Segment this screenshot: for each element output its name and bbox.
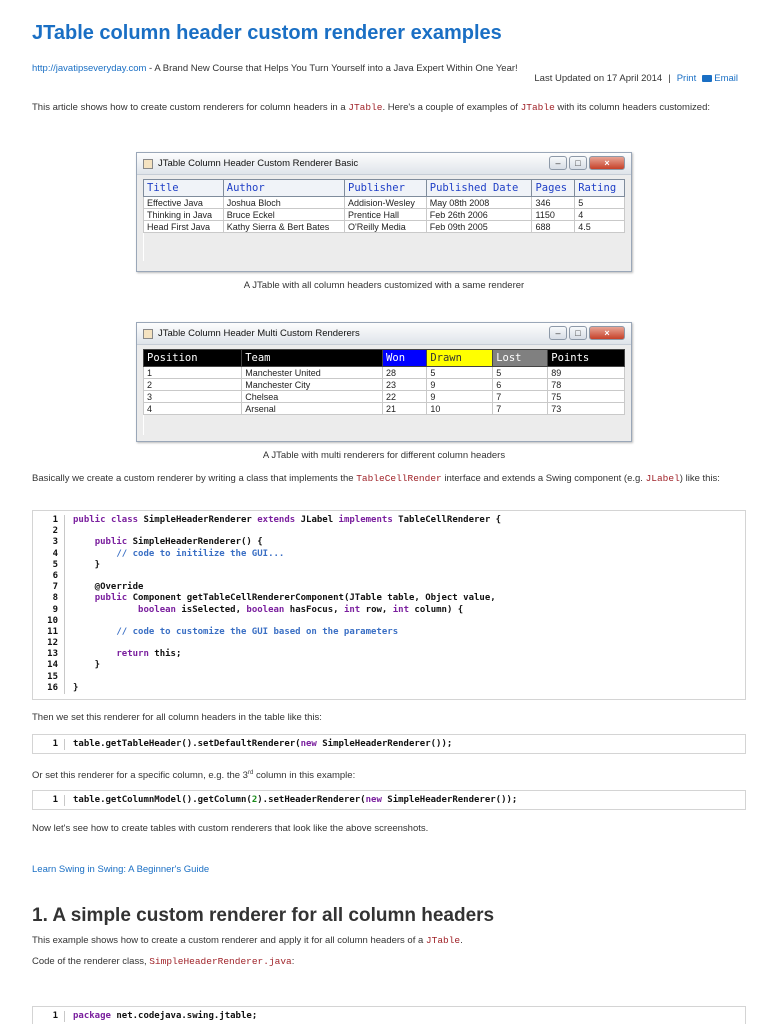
table-cell[interactable]: 4 (575, 209, 625, 221)
inline-code: JLabel (645, 473, 680, 484)
paragraph-renderer-intro: Basically we create a custom renderer by writing a class that implements the TableCellRender interface and extends a Swing component (e.g. JLabel) like this: (32, 473, 720, 484)
table-cell[interactable]: 3 (144, 391, 242, 403)
code-line: // code to customize the GUI based on the parameters (73, 626, 399, 637)
close-button[interactable]: × (589, 326, 625, 340)
code-line-row (33, 537, 745, 548)
table-cell[interactable]: Prentice Hall (345, 209, 427, 221)
table-cell[interactable]: 5 (427, 367, 493, 379)
inline-code: TableCellRender (356, 473, 442, 484)
table-cell[interactable]: 89 (548, 367, 625, 379)
window-title: JTable Column Header Multi Custom Renderers (158, 328, 360, 339)
table-cell[interactable]: 9 (427, 391, 493, 403)
code-line-row (33, 683, 745, 694)
table-header-row (144, 180, 625, 197)
table-cell[interactable]: Thinking in Java (144, 209, 224, 221)
window-title-bar (137, 323, 631, 345)
table-row[interactable] (144, 221, 625, 233)
inline-code: JTable (520, 102, 555, 113)
table-cell[interactable]: Effective Java (144, 197, 224, 209)
code-line-row (33, 616, 745, 627)
jtable-multi[interactable] (143, 349, 625, 435)
code-line-row (33, 649, 745, 660)
table-cell[interactable]: 28 (383, 367, 427, 379)
line-number: 15 (33, 672, 65, 683)
minimize-button[interactable]: – (549, 156, 567, 170)
code-line (65, 672, 73, 683)
code-line-row (33, 582, 745, 593)
swing-window-basic (136, 152, 632, 272)
table-cell[interactable]: 1 (144, 367, 242, 379)
column-header[interactable]: Team (242, 350, 383, 367)
table-cell[interactable]: 22 (383, 391, 427, 403)
maximize-button[interactable]: □ (569, 156, 587, 170)
window-title: JTable Column Header Custom Renderer Basic (158, 158, 359, 169)
table-cell[interactable]: 4 (144, 403, 242, 415)
column-header[interactable]: Lost (493, 350, 548, 367)
inline-code: JTable (348, 102, 383, 113)
table-cell[interactable]: Head First Java (144, 221, 224, 233)
table-cell[interactable]: May 08th 2008 (426, 197, 532, 209)
table-row[interactable] (144, 197, 625, 209)
table-cell[interactable]: Arsenal (242, 403, 383, 415)
line-number: 13 (33, 649, 65, 660)
table-header-row (144, 350, 625, 367)
column-header[interactable]: Position (144, 350, 242, 367)
code-block-column-renderer: 1 table.getColumnModel().getColumn(2).setHeaderRenderer(new SimpleHeaderRenderer()); (32, 790, 746, 810)
code-line: public SimpleHeaderRenderer() { (94, 537, 263, 548)
column-header[interactable]: Drawn (427, 350, 493, 367)
table-cell[interactable]: 346 (532, 197, 575, 209)
table-empty-area (144, 233, 625, 261)
table-cell[interactable]: 4.5 (575, 221, 625, 233)
code-line-row (33, 672, 745, 683)
table-cell[interactable]: 6 (493, 379, 548, 391)
line-number: 10 (33, 616, 65, 627)
inline-code: SimpleHeaderRenderer.java (149, 956, 292, 967)
line-number: 12 (33, 638, 65, 649)
table-cell[interactable]: 7 (493, 403, 548, 415)
table-cell[interactable]: Kathy Sierra & Bert Bates (223, 221, 344, 233)
code-line: return this; (116, 649, 182, 660)
code-line: table.getTableHeader().setDefaultRenderer(new SimpleHeaderRenderer()); (73, 739, 453, 749)
email-link[interactable] (702, 73, 738, 84)
column-header[interactable]: Won (383, 350, 427, 367)
promo-text: - A Brand New Course that Helps You Turn Yourself into a Java Expert Within One Year! (146, 63, 518, 74)
line-number: 9 (33, 605, 65, 616)
table-cell[interactable]: 688 (532, 221, 575, 233)
line-number: 6 (33, 571, 65, 582)
table-empty-cell (144, 415, 625, 435)
code-line: boolean isSelected, boolean hasFocus, int row, int column) { (138, 604, 464, 615)
table-cell[interactable]: O'Reilly Media (345, 221, 427, 233)
table-cell[interactable]: 23 (383, 379, 427, 391)
code-line: } (73, 682, 79, 693)
column-header[interactable]: Publisher (345, 180, 427, 197)
code-line-row (33, 605, 745, 616)
line-number: 16 (33, 683, 65, 694)
table-cell[interactable]: 10 (427, 403, 493, 415)
table-cell[interactable]: 75 (548, 391, 625, 403)
table-cell[interactable]: Manchester United (242, 367, 383, 379)
inline-code: JTable (425, 935, 461, 946)
line-number: 8 (33, 593, 65, 604)
table-cell[interactable]: Chelsea (242, 391, 383, 403)
code-line: public class SimpleHeaderRenderer extends JLabel implements TableCellRenderer { (73, 515, 502, 525)
column-header[interactable]: Published Date (426, 180, 532, 197)
line-number: 11 (33, 627, 65, 638)
code-line-row (33, 638, 745, 649)
line-number: 4 (33, 549, 65, 560)
column-header[interactable]: Title (144, 180, 224, 197)
window-title-bar (137, 153, 631, 175)
line-number: 7 (33, 582, 65, 593)
line-number: 5 (33, 560, 65, 571)
code-line (65, 616, 73, 627)
section-paragraph-1: This example shows how to create a custom renderer and apply it for all column headers of a JTable. (32, 935, 463, 946)
table-cell[interactable]: 7 (493, 391, 548, 403)
table-empty-cell (144, 233, 625, 261)
print-link[interactable]: Print (676, 73, 697, 84)
line-number: 2 (33, 526, 65, 537)
code-line-row (33, 571, 745, 582)
table-cell[interactable]: Bruce Eckel (223, 209, 344, 221)
table-cell[interactable]: Feb 26th 2006 (426, 209, 532, 221)
close-button[interactable]: × (589, 156, 625, 170)
figure-caption-2: A JTable with multi renderers for different column headers (262, 450, 506, 461)
code-line (65, 638, 73, 649)
table-cell[interactable]: 78 (548, 379, 625, 391)
code-line-row (33, 627, 745, 638)
code-line (65, 571, 73, 582)
code-line: package net.codejava.swing.jtable; (73, 1011, 258, 1021)
email-label: Email (714, 73, 738, 84)
table-cell[interactable]: 9 (427, 379, 493, 391)
code-line: } (73, 559, 101, 570)
code-line-row (33, 660, 745, 671)
code-line-row (33, 549, 745, 560)
code-line-row (33, 593, 745, 604)
mail-icon (702, 75, 712, 82)
code-line: } (73, 660, 101, 671)
table-empty-area (144, 415, 625, 435)
paragraph-next: Now let's see how to create tables with custom renderers that look like the above screenshots. (32, 823, 429, 834)
intro-paragraph: This article shows how to create custom renderers for column headers in a JTable. Here's a couple of examples of JTable with its column headers customized: (32, 102, 711, 113)
java-app-icon (143, 159, 153, 169)
table-cell[interactable]: 1150 (532, 209, 575, 221)
java-app-icon (143, 329, 153, 339)
table-cell[interactable]: Addision-Wesley (345, 197, 427, 209)
paragraph-set-all: Then we set this renderer for all column headers in the table like this: (32, 712, 322, 723)
code-block-default-renderer: 1 table.getTableHeader().setDefaultRenderer(new SimpleHeaderRenderer()); (32, 734, 746, 754)
table-cell[interactable]: 2 (144, 379, 242, 391)
section-heading: 1. A simple custom renderer for all column headers (32, 905, 495, 926)
column-header[interactable]: Author (223, 180, 344, 197)
line-number: 3 (33, 537, 65, 548)
table-cell[interactable]: 73 (548, 403, 625, 415)
table-cell[interactable]: 5 (575, 197, 625, 209)
article-meta (534, 73, 738, 84)
code-line: // code to initilize the GUI... (73, 548, 285, 559)
column-header[interactable]: Pages (532, 180, 575, 197)
minimize-button[interactable]: – (549, 326, 567, 340)
section-paragraph-2: Code of the renderer class, SimpleHeaderRenderer.java: (32, 956, 295, 967)
course-link[interactable]: Learn Swing in Swing: A Beginner's Guide (32, 864, 210, 875)
code-line: @Override (73, 582, 144, 593)
code-line: table.getColumnModel().getColumn(2).setHeaderRenderer(new SimpleHeaderRenderer()); (73, 795, 518, 805)
table-row[interactable] (144, 391, 625, 403)
byline (32, 63, 518, 74)
code-line (65, 526, 73, 537)
table-cell[interactable]: Feb 09th 2005 (426, 221, 532, 233)
maximize-button[interactable]: □ (569, 326, 587, 340)
code-line-row (33, 526, 745, 537)
table-row[interactable] (144, 403, 625, 415)
column-header[interactable]: Points (548, 350, 625, 367)
table-cell[interactable]: 5 (493, 367, 548, 379)
figure-caption-1: A JTable with all column headers customized with a same renderer (243, 280, 525, 291)
table-row[interactable] (144, 209, 625, 221)
line-number: 14 (33, 660, 65, 671)
article-title: JTable column header custom renderer examples (32, 22, 502, 44)
site-link[interactable]: http://javatipseveryday.com (32, 63, 147, 74)
table-row[interactable] (144, 379, 625, 391)
column-header[interactable]: Rating (575, 180, 625, 197)
last-updated: Last Updated on 17 April 2014 (534, 73, 663, 84)
swing-window-multi (136, 322, 632, 442)
code-block-renderer-class (32, 510, 746, 700)
table-cell[interactable]: Manchester City (242, 379, 383, 391)
line-number: 1 (33, 515, 65, 526)
code-line: public Component getTableCellRendererComponent(JTable table, Object value, (94, 593, 496, 604)
table-cell[interactable]: Joshua Bloch (223, 197, 344, 209)
table-row[interactable] (144, 367, 625, 379)
code-block-package: 1 package net.codejava.swing.jtable; (32, 1006, 746, 1024)
meta-separator: | (668, 73, 671, 84)
jtable-basic[interactable] (143, 179, 625, 261)
table-cell[interactable]: 21 (383, 403, 427, 415)
code-line-row (33, 515, 745, 526)
paragraph-set-column: Or set this renderer for a specific column, e.g. the 3rd column in this example: (32, 770, 356, 782)
code-line-row (33, 560, 745, 571)
